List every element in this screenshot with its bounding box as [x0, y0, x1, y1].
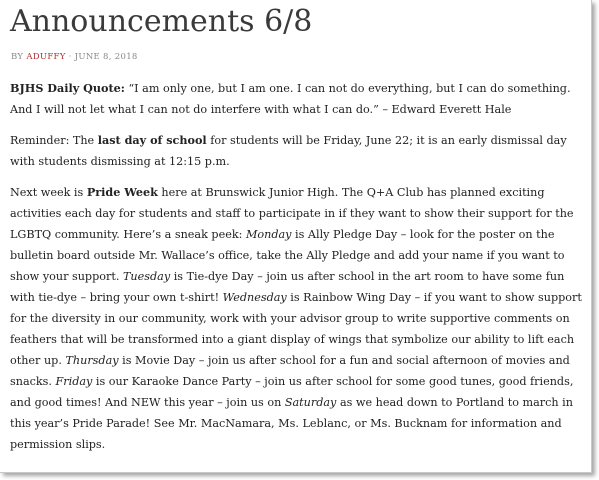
- pride-text-4: is Tie-dye Day – join us after school in the art room to have some fun with tie-dye – bring your own t-shirt!: [10, 270, 565, 304]
- day-friday: Friday: [55, 375, 93, 388]
- pride-text-5: is Rainbow Wing Day – if you want to show support for the diversity in our community, work with your advisor group to write supportive comments on feathers that will be transformed into a giant display of wings that symbolize our ability to lift each other up.: [10, 291, 582, 367]
- day-thursday: Thursday: [65, 354, 119, 367]
- pride-text-8: as we head down to Portland to march in this year’s Pride Parade! See Mr. MacNamara, Ms. Leblanc, or Ms. Bucknam for information and permission slips.: [10, 396, 573, 451]
- pride-text-1: Next week is: [10, 186, 87, 199]
- reminder-paragraph: [10, 130, 590, 172]
- pride-week-paragraph: [10, 182, 590, 455]
- pride-text-6: is Movie Day – join us after school for a fun and social afternoon of movies and snacks.: [10, 354, 570, 388]
- author-link[interactable]: ADUFFY: [26, 52, 66, 62]
- pride-text-7: is our Karaoke Dance Party – join us after school for some good tunes, good friends, and good times! And NEW this year – join us on: [10, 375, 574, 409]
- daily-quote-paragraph: [10, 78, 590, 120]
- day-tuesday: Tuesday: [122, 270, 171, 283]
- daily-quote-label: BJHS Daily Quote:: [10, 81, 125, 95]
- day-monday: Monday: [245, 228, 292, 241]
- pride-week-emphasis: Pride Week: [86, 185, 158, 199]
- post-date: · JUNE 8, 2018: [65, 52, 138, 62]
- post-title: Announcements 6/8: [10, 4, 313, 39]
- day-saturday: Saturday: [284, 396, 337, 409]
- daily-quote-text: “I am only one, but I am one. I can not do everything, but I can do something. And I will not let what I can not do interfere with what I can do.” – Edward Everett Hale: [10, 82, 571, 116]
- post-content: [10, 78, 590, 465]
- pride-text-2: here at Brunswick Junior High. The Q+A Club has planned exciting activities each day for students and staff to participate in if they want to show their support for the LGBTQ community. Here’s a sneak peek:: [10, 186, 574, 241]
- post-meta: [11, 52, 138, 62]
- post-meta-by: BY: [11, 52, 27, 62]
- pride-text-3: is Ally Pledge Day – look for the poster on the bulletin board outside Mr. Wallace’s office, take the Ally Pledge and add your name if you want to show your support.: [10, 228, 565, 283]
- reminder-text-post: for students will be Friday, June 22; it is an early dismissal day with students dismissing at 12:15 p.m.: [10, 134, 567, 168]
- day-wednesday: Wednesday: [222, 291, 287, 304]
- reminder-text-pre: Reminder: The: [10, 134, 98, 147]
- last-day-of-school-emphasis: last day of school: [97, 133, 207, 147]
